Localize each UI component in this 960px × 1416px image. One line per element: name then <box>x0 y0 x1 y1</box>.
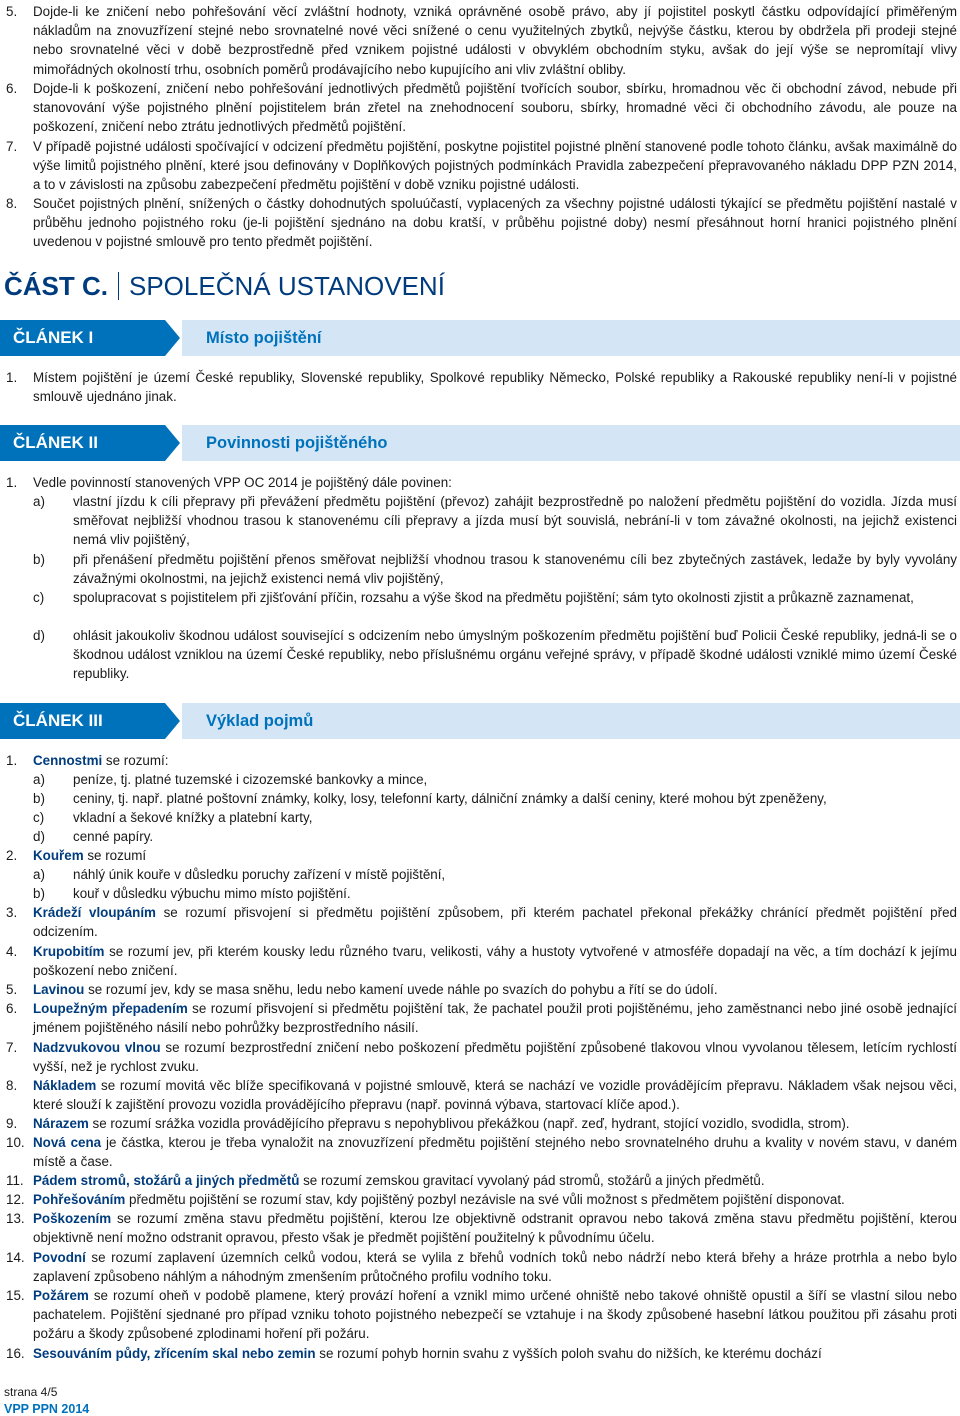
part-heading <box>4 268 445 304</box>
item-number: 14. <box>6 1250 25 1265</box>
article-label: ČLÁNEK III <box>13 711 103 730</box>
definition-item <box>6 1171 957 1190</box>
definition-item <box>6 1038 957 1076</box>
part-label: ČÁST C. <box>4 271 108 301</box>
sub-item <box>6 827 957 846</box>
chevron-arrow-icon <box>158 425 180 461</box>
definition-item <box>6 1133 957 1171</box>
item-number: 3. <box>6 905 18 920</box>
definition-term: Pohřešováním <box>33 1192 126 1207</box>
definition-term: Nárazem <box>33 1116 89 1131</box>
definition-term: Požárem <box>33 1288 89 1303</box>
definition-text: se rozumí přisvojení si předmětu pojištění způsobem, při kterém pachatel překonal překážky chránící předmět pojištění před odcizením. <box>33 905 957 940</box>
item-text: Místem pojištění je území České republiky, Slovenské republiky, Spolkové republiky Německo, Polské republiky a Rakouské republiky není-li v pojistné smlouvě ujednáno jinak. <box>33 370 957 405</box>
definition-term: Lavinou <box>33 982 85 997</box>
definition-item <box>6 1076 957 1114</box>
definition-text: se rozumí pohyb hornin svahu z vyšších poloh svahu do nižších, ke kterému dochází <box>315 1346 822 1361</box>
item-number: 2. <box>6 848 18 863</box>
definition-term: Krupobitím <box>33 944 105 959</box>
item-number: 15. <box>6 1288 25 1303</box>
definition-item <box>6 846 957 865</box>
sub-text: ohlásit jakoukoliv škodnou událost související s odcizením nebo úmyslným poškozením předmětu pojištění buď Policii České republiky, jedná-li se o škodnou událost vzniklou na území České republiky, nebo příslušnému orgánu veřejné správy, v případě škodné události vzniklé mimo území České republiky. <box>73 628 957 682</box>
definition-item <box>6 1114 957 1133</box>
sub-letter: b) <box>33 791 45 806</box>
list-item <box>6 368 957 406</box>
definition-term: Cennostmi <box>33 753 103 768</box>
heading-divider <box>118 272 119 300</box>
article-header-2 <box>0 425 960 461</box>
item-number: 16. <box>6 1346 25 1361</box>
article-label: ČLÁNEK I <box>13 328 94 347</box>
definition-term: Povodní <box>33 1250 86 1265</box>
sub-letter: d) <box>33 628 45 643</box>
article-title: Povinnosti pojištěného <box>206 434 388 452</box>
definition-item <box>6 751 957 770</box>
definition-term: Krádeží vloupáním <box>33 905 156 920</box>
sub-letter: c) <box>33 590 45 605</box>
item-number: 6. <box>6 81 18 96</box>
sub-item <box>6 865 957 884</box>
definition-term: Loupežným přepadením <box>33 1001 188 1016</box>
chevron-arrow-icon <box>158 320 180 356</box>
list-item <box>6 79 957 137</box>
sub-text: ceniny, tj. např. platné poštovní známky, kolky, losy, telefonní karty, dálniční známky a další ceniny, které mohou být zpeněženy, <box>73 791 827 806</box>
definition-item <box>6 903 957 941</box>
sub-text: při přenášení předmětu pojištění přenos směřovat nejbližší vhodnou trasou k stanovenému cíli bez zbytečných zastávek, ledaže by byly vyvolány závažnými okolnostmi, na jejichž existenci nemá vliv pojištěný, <box>73 552 957 587</box>
item-text: V případě pojistné události spočívající v odcizení předmětu pojištění, poskytne pojistitel pojistné plnění stanovené podle tohoto článku, avšak maximálně do výše limitů pojistného plnění, které jsou definovány v Doplňkových pojistných podmínkách Pravidla zabezpečení přepravovaného nákladu DPP PZN 2014, a to v závislosti na způsobu zabezpečení předmětu pojištění v době vzniku pojistné události. <box>33 139 957 193</box>
sub-letter: a) <box>33 772 45 787</box>
item-number: 11. <box>6 1173 24 1188</box>
sub-letter: a) <box>33 867 45 882</box>
sub-letter: b) <box>33 552 45 567</box>
item-text: Dojde-li k poškození, zničení nebo pohřešování jednotlivých předmětů pojištění tvořících soubor, sbírku, hromadnou věc či obchodní závod, nebude při stanovování výše pojistného plnění pojistitelem brán zřetel na znehodnocení souboru, sbírky, hromadné věci či obchodního závodu, ale pouze na poškození, zničení nebo ztrátu jednotlivých předmětů pojištění. <box>33 81 957 135</box>
article-title: Výklad pojmů <box>206 712 314 730</box>
part-title: SPOLEČNÁ USTANOVENÍ <box>129 271 445 301</box>
sub-text: peníze, tj. platné tuzemské i cizozemské bankovky a mince, <box>73 772 428 787</box>
definition-text: je částka, kterou je třeba vynaložit na znovuzřízení předmětu pojištění stejného nebo srovnatelného druhu a kvality v novém stavu, v daném místě a čase. <box>33 1135 957 1170</box>
sub-item <box>6 626 957 684</box>
definition-term: Nadzvukovou vlnou <box>33 1040 161 1055</box>
sub-text: spolupracovat s pojistitelem při zjišťování příčin, rozsahu a výše škod na předmětu pojištění; sám tyto okolnosti zjistit a průkazně zaznamenat, <box>73 590 914 605</box>
sub-text: vkladní a šekové knížky a platební karty, <box>73 810 313 825</box>
definition-text: se rozumí bezprostřední zničení nebo poškození předmětu pojištění způsobené tlakovou vlnou vyvolanou tělesem, letícím rychlostí vyšší, než je rychlost zvuku. <box>33 1040 957 1075</box>
definition-item <box>6 1286 957 1344</box>
item-number: 13. <box>6 1211 25 1226</box>
chevron-arrow-icon <box>158 703 180 739</box>
definition-item <box>6 1209 957 1247</box>
article-label: ČLÁNEK II <box>13 433 98 452</box>
definition-text: se rozumí jev, kdy se masa sněhu, ledu nebo kamení uvede náhle po svazích do pohybu a řítí se do údolí. <box>84 982 718 997</box>
list-item <box>6 473 957 492</box>
sub-letter: a) <box>33 494 45 509</box>
article-header-3 <box>0 703 960 739</box>
sub-letter: b) <box>33 886 45 901</box>
item-number: 7. <box>6 139 18 154</box>
sub-item <box>6 588 957 607</box>
page-number: strana 4/5 <box>4 1385 58 1399</box>
item-number: 9. <box>6 1116 18 1131</box>
sub-text: kouř v důsledku výbuchu mimo místo pojištění. <box>73 886 351 901</box>
sub-item <box>6 770 957 789</box>
definition-text: se rozumí <box>83 848 147 863</box>
definition-term: Nová cena <box>33 1135 102 1150</box>
sub-item <box>6 884 957 903</box>
sub-text: náhlý únik kouře v důsledku poruchy zařízení v místě pojištění, <box>73 867 446 882</box>
item-number: 5. <box>6 4 18 19</box>
definition-term: Nákladem <box>33 1078 97 1093</box>
article-title: Místo pojištění <box>206 329 322 347</box>
sub-text: vlastní jízdu k cíli přepravy při převážení předmětu pojištění (převoz) zahájit bezprostředně po naložení předmětu pojištění do vozidla. Jízda musí směřovat nejbližší vhodnou trasou k stanovenému cíli přepravy a jízda musí být souvislá, nebrání-li v tom závažné okolnosti, na jejichž existenci nemá vliv pojištěný, <box>73 494 957 548</box>
item-number: 12. <box>6 1192 25 1207</box>
definition-text: se rozumí: <box>102 753 169 768</box>
item-number: 10. <box>6 1135 25 1150</box>
sub-text: cenné papíry. <box>73 829 154 844</box>
document-code: VPP PPN 2014 <box>4 1402 90 1416</box>
definition-item <box>6 942 957 980</box>
item-number: 1. <box>6 475 18 490</box>
list-item <box>6 194 957 252</box>
item-number: 5. <box>6 982 18 997</box>
definition-text: se rozumí jev, při kterém kousky ledu různého tvaru, velikosti, váhy a hustoty vytvořené v atmosféře dopadají na věc, a tím dochází k jejímu poškození nebo zničení. <box>33 944 957 979</box>
item-number: 6. <box>6 1001 18 1016</box>
item-number: 1. <box>6 753 18 768</box>
definition-text: se rozumí srážka vozidla provádějícího přepravu s nepohyblivou překážkou (např. zeď, hydrant, stojící vozidlo, svodidla, strom). <box>88 1116 850 1131</box>
definition-text: se rozumí oheň v podobě plamene, který provází hoření a vznikl mimo určené ohniště nebo takové ohniště opustil a šíří se vlastní silou nebo pachatelem. Pojištění sjednané pro případ vzniku tohoto pojistného nebezpečí se vztahuje i na škody způsobené hasební látkou použitou při zásahu proti požáru a škody způsobené zplodinami hoření při požáru. <box>33 1288 957 1342</box>
sub-letter: c) <box>33 810 45 825</box>
definition-item <box>6 980 957 999</box>
definition-text: se rozumí přisvojení si předmětu pojištění tak, že pachatel použil proti pojištěnému, jeho zaměstnanci nebo jiné osobě jednající jménem pojištěného násilí nebo pohrůžky bezprostředního násilí. <box>33 1001 957 1036</box>
definition-item <box>6 1248 957 1286</box>
definition-text: se rozumí movitá věc blíže specifikovaná v pojistné smlouvě, která se nachází ve vozidle provádějícím přepravu. Nákladem však nejsou věci, které slouží k zajištění provozu vozidla provádějícího přepravu (např. povinná výbava, startovací klíče apod.). <box>33 1078 957 1113</box>
definition-item <box>6 999 957 1037</box>
sub-letter: d) <box>33 829 45 844</box>
list-item <box>6 2 957 79</box>
sub-item <box>6 789 957 808</box>
item-number: 8. <box>6 196 18 211</box>
item-number: 7. <box>6 1040 18 1055</box>
definition-term: Kouřem <box>33 848 84 863</box>
sub-item <box>6 550 957 588</box>
list-item <box>6 137 957 195</box>
definition-item <box>6 1344 957 1363</box>
definition-text: se rozumí zaplavení územních celků vodou, která se vylila z břehů vodních toků nebo nádrží nebo která břehy a hráze protrhla a nebo bylo zaplavení způsobeno náhlým a náhodným zmenšením průtočného profilu vodního toku. <box>33 1250 957 1285</box>
item-text: Součet pojistných plnění, snížených o částky dohodnutých spoluúčastí, vyplacených za všechny pojistné události týkající se předmětu pojištění nastalé v průběhu jednoho pojistného roku (je-li pojištění sjednáno na dobu kratší, v průběhu pojistné doby) nesmí přesáhnout horní hranici pojistného plnění uvedenou v pojistné smlouvě pro tento předmět pojištění. <box>33 196 957 250</box>
definition-text: se rozumí zemskou gravitací vyvolaný pád stromů, stožárů a jiných předmětů. <box>299 1173 765 1188</box>
definition-term: Pádem stromů, stožárů a jiných předmětů <box>33 1173 300 1188</box>
definition-text: předmětu pojištění se rozumí stav, kdy pojištěný pozbyl nezávisle na své vůli možnost s předmětem pojištění disponovat. <box>125 1192 845 1207</box>
definition-item <box>6 1190 957 1209</box>
item-text: Vedle povinností stanovených VPP OC 2014 je pojištěný dále povinen: <box>33 475 452 490</box>
item-text: Dojde-li ke zničení nebo pohřešování věcí zvláštní hodnoty, vzniká oprávněné osobě právo, aby jí pojistitel poskytl částku odpovídající přiměřeným nákladům na znovuzřízení stejné nebo srovnatelné nové věci snížené o cenu využitelných zbytků, nejvýše částku, kterou by obdržela při prodeji stejné nebo srovnatelné věci v době bezprostředně před vznikem pojistné události v obvyklém obchodním styku, avšak do její výše se nepromítají vlivy mimořádných okolností trhu, osobních poměrů prodávajícího nebo kupujícího ani vliv zvláštní obliby. <box>33 4 957 77</box>
item-number: 4. <box>6 944 18 959</box>
sub-item <box>6 492 957 550</box>
article-header-1 <box>0 320 960 356</box>
item-number: 1. <box>6 370 18 385</box>
definition-text: se rozumí změna stavu předmětu pojištění, kterou lze objektivně odstranit opravou nebo taková změna stavu předmětu pojištění, kterou objektivně není možno odstranit opravou, přesto však je předmět pojištění použitelný k původnímu účelu. <box>33 1211 957 1246</box>
definition-term: Sesouváním půdy, zřícením skal nebo zemin <box>33 1346 316 1361</box>
item-number: 8. <box>6 1078 18 1093</box>
sub-item <box>6 808 957 827</box>
definition-term: Poškozením <box>33 1211 112 1226</box>
